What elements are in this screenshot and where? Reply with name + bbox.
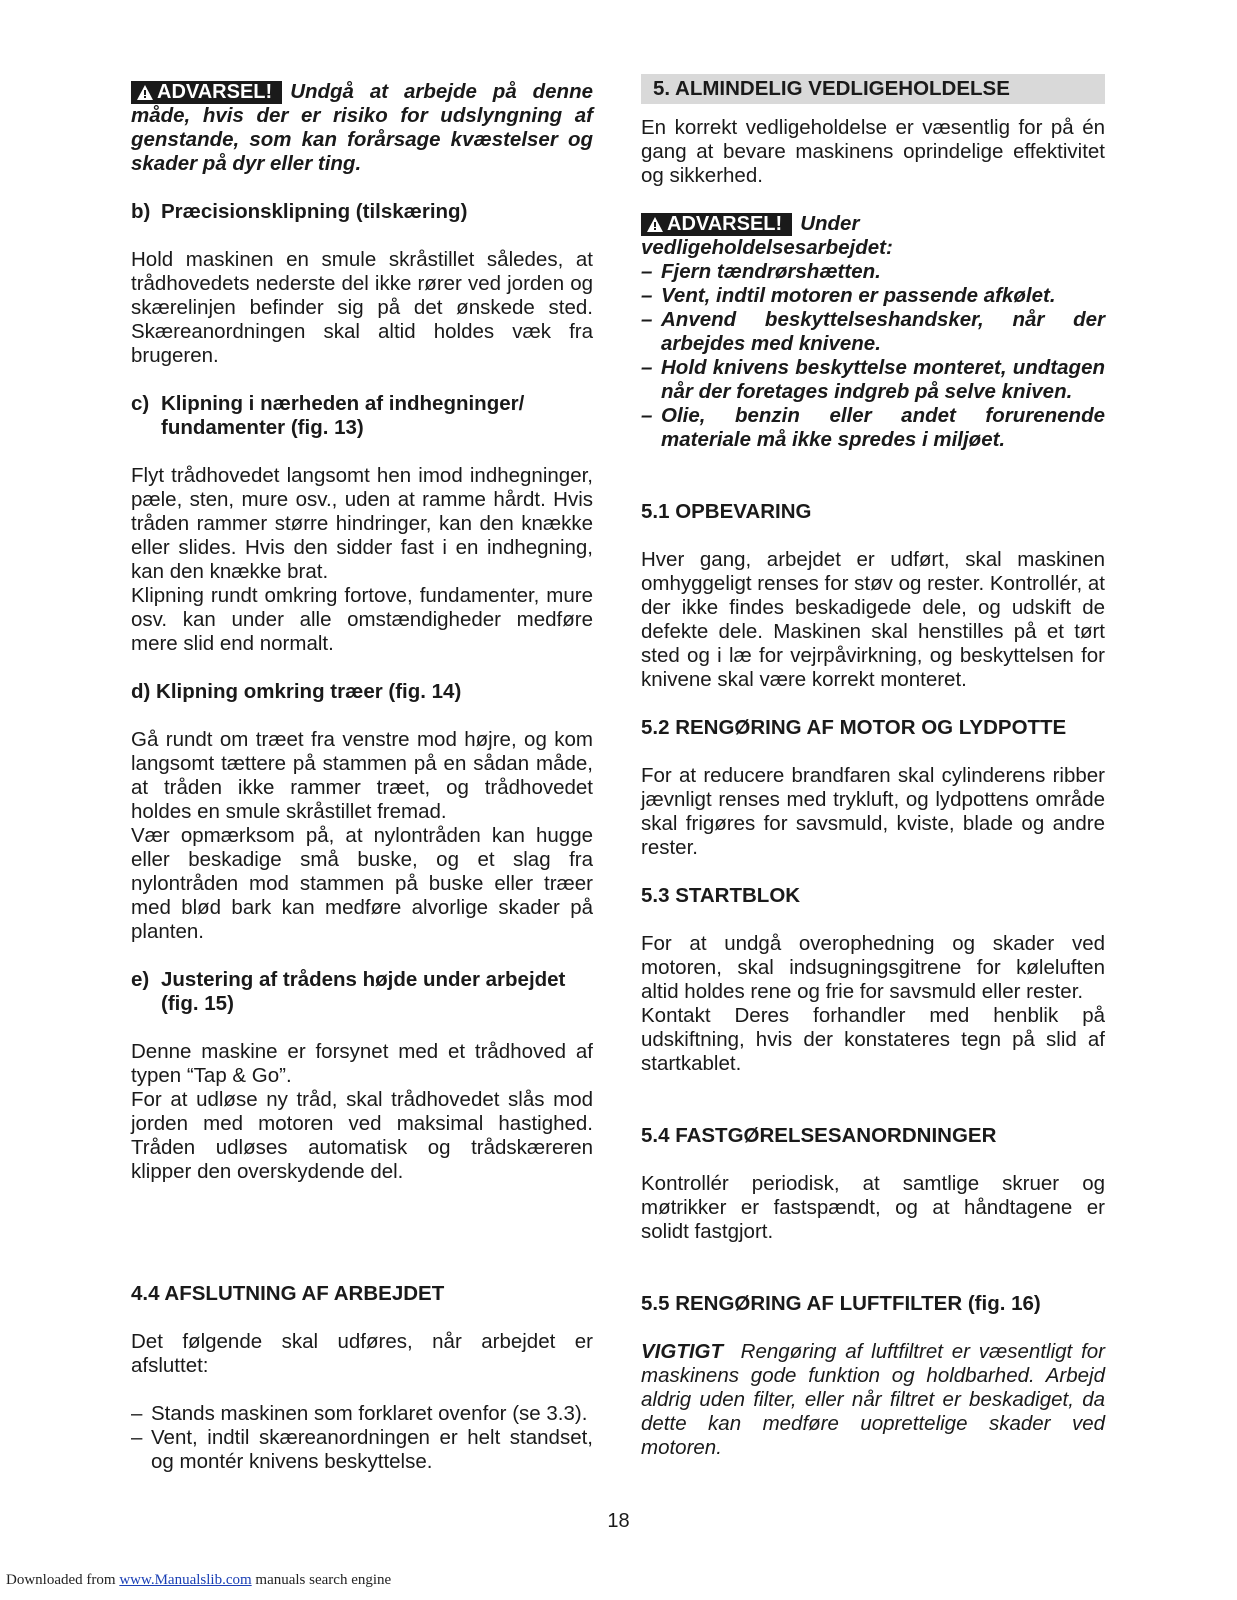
subheading-d: d) Klipning omkring træer (fig. 14): [131, 680, 462, 703]
warning-list-item: – Hold knivens beskyttelse monteret, undtagen når der foretages indgreb på selve kniven.: [641, 356, 1105, 403]
subheading-key: b): [131, 200, 151, 223]
paragraph: For at undgå overophedning og skader ved motoren, skal indsugningsgitrene for køleluften altid holdes rene og frie for savsmuld eller rester.: [641, 932, 1105, 1003]
important-text: Rengøring af luftfiltret er væsentligt for maskinens gode funktion og holdbarhed. Arbejd aldrig uden filter, eller når filtret er beskadiget, da dette kan medføre uoprettelige skader ved motoren.: [641, 1340, 1105, 1459]
section-title-5-5: 5.5 RENGØRING AF LUFTFILTER (fig. 16): [641, 1292, 1041, 1315]
subheading-b: [131, 200, 593, 224]
warning-list-item: – Olie, benzin eller andet forurenende materiale må ikke spredes i miljøet.: [641, 404, 1105, 451]
list-item-text: Vent, indtil skæreanordningen er helt standset, og montér knivens beskyttelse.: [151, 1426, 593, 1473]
section-title-4-4: 4.4 AFSLUTNING AF ARBEJDET: [131, 1282, 445, 1305]
paragraph: En korrekt vedligeholdelse er væsentlig for på én gang at bevare maskinens oprindelige effektivitet og sikkerhed.: [641, 116, 1105, 187]
paragraph: Hver gang, arbejdet er udført, skal maskinen omhyggeligt renses for støv og rester. Kontrollér, at der ikke findes beskadigede dele, og udskift de defekte dele. Maskinen skal henstilles på et tørt sted og i læ for vejrpåvirkning, og beskyttelsen for knivene skal være korrekt monteret.: [641, 548, 1105, 691]
subheading-c: [131, 392, 593, 440]
footer: [6, 1572, 391, 1589]
warning-text: Undgå at arbejde på denne måde, hvis der er risiko for udslyngning af genstande, som kan forårsage kvæstelser og skader på dyr eller ting.: [131, 80, 593, 175]
paragraph: Gå rundt om træet fra venstre mod højre, og kom langsomt tættere på stammen på en sådan måde, at tråden ikke rammer træet, og trådhovedet holdes en smule skråstillet fremad.: [131, 728, 593, 823]
warning-list-item: – Vent, indtil motoren er passende afkølet.: [641, 284, 1105, 308]
paragraph: Flyt trådhovedet langsomt hen imod indhegninger, pæle, sten, mure osv., uden at ramme hårdt. Hvis tråden rammer større hindringer, kan den knække eller slides. Hvis den sidder fast i en indhegning, kan den knække brat.: [131, 464, 593, 583]
warning-block: [641, 212, 1105, 260]
list-item-text: Stands maskinen som forklaret ovenfor (se 3.3).: [151, 1402, 588, 1425]
footer-suffix: manuals search engine: [251, 1572, 392, 1588]
list-item-text: Vent, indtil motoren er passende afkølet.: [661, 284, 1056, 307]
warning-triangle-icon: [647, 217, 663, 232]
footer-prefix: Downloaded from: [6, 1572, 120, 1588]
list-item: – Vent, indtil skæreanordningen er helt standset, og montér knivens beskyttelse.: [131, 1426, 593, 1473]
paragraph: Vær opmærksom på, at nylontråden kan hugge eller beskadige små buske, og et slag fra nylontråden mod stammen på buske eller træer med blød bark kan medføre alvorlige skader på planten.: [131, 824, 593, 943]
manualslib-link[interactable]: www.Manualslib.com: [119, 1572, 252, 1588]
list-item: – Stands maskinen som forklaret ovenfor (se 3.3).: [131, 1402, 593, 1426]
right-column: [641, 77, 1105, 1460]
important-label: VIGTIGT: [641, 1340, 723, 1363]
warning-badge: [131, 81, 282, 104]
list-item-text: Anvend beskyttelseshandsker, når der arbejdes med knivene.: [661, 308, 1105, 355]
warning-badge-label: ADVARSEL!: [667, 213, 783, 235]
section-title-5-1: 5.1 OPBEVARING: [641, 500, 812, 523]
important-note: [641, 1340, 1105, 1460]
paragraph: Kontrollér periodisk, at samtlige skruer og møtrikker er fastspændt, og at håndtagene er solidt fastgjort.: [641, 1172, 1105, 1243]
warning-badge: [641, 213, 792, 236]
section-title-5-2: 5.2 RENGØRING AF MOTOR OG LYDPOTTE: [641, 716, 1067, 739]
paragraph: Klipning rundt omkring fortove, fundamenter, mure osv. kan under alle omstændigheder medføre mere slid end normalt.: [131, 584, 593, 655]
warning-badge-label: ADVARSEL!: [157, 81, 273, 103]
list-item-text: Hold knivens beskyttelse monteret, undtagen når der foretages indgreb på selve kniven.: [661, 356, 1105, 403]
paragraph: Det følgende skal udføres, når arbejdet er afsluttet:: [131, 1330, 593, 1377]
warning-list-item: – Anvend beskyttelseshandsker, når der arbejdes med knivene.: [641, 308, 1105, 355]
list-item-text: Fjern tændrørshætten.: [661, 260, 881, 283]
section-title-5-4: 5.4 FASTGØRELSESANORDNINGER: [641, 1124, 997, 1147]
page-number: 18: [607, 1510, 630, 1532]
paragraph: Hold maskinen en smule skråstillet således, at trådhovedets nederste del ikke rører ved jorden og skærelinjen befinder sig på det ønskede sted. Skæreanordningen skal altid holdes væk fra brugeren.: [131, 248, 593, 367]
subheading-key: c): [131, 392, 150, 415]
list-item-text: Olie, benzin eller andet forurenende materiale må ikke spredes i miljøet.: [661, 404, 1105, 451]
subheading-e: [131, 968, 593, 1016]
section-title-5-3: 5.3 STARTBLOK: [641, 884, 801, 907]
section-title-5: 5. ALMINDELIG VEDLIGEHOLDELSE: [641, 74, 1105, 104]
paragraph: For at reducere brandfaren skal cylinderens ribber jævnligt renses med trykluft, og lydpottens område skal frigøres for savsmuld, kviste, blade og andre rester.: [641, 764, 1105, 859]
warning-list-item: – Fjern tændrørshætten.: [641, 260, 1105, 284]
subheading-key: e): [131, 968, 150, 991]
paragraph: Denne maskine er forsynet med et trådhoved af typen “Tap & Go”.: [131, 1040, 593, 1087]
warning-triangle-icon: [137, 85, 153, 100]
paragraph: For at udløse ny tråd, skal trådhovedet slås mod jorden med motoren ved maksimal hastighed. Tråden udløses automatisk og trådskæreren klipper den overskydende del.: [131, 1088, 593, 1183]
warning-block: [131, 80, 593, 176]
subheading-title: Justering af trådens højde under arbejdet (fig. 15): [161, 968, 566, 1015]
left-column: [131, 80, 593, 1474]
paragraph: Kontakt Deres forhandler med henblik på udskiftning, hvis der konstateres tegn på slid af startkablet.: [641, 1004, 1105, 1075]
subheading-title: Præcisionsklipning (tilskæring): [161, 200, 468, 223]
warning-text: Under vedligeholdelsesarbejdet:: [641, 212, 893, 259]
subheading-title: Klipning i nærheden af indhegninger/ fundamenter (fig. 13): [161, 392, 525, 439]
